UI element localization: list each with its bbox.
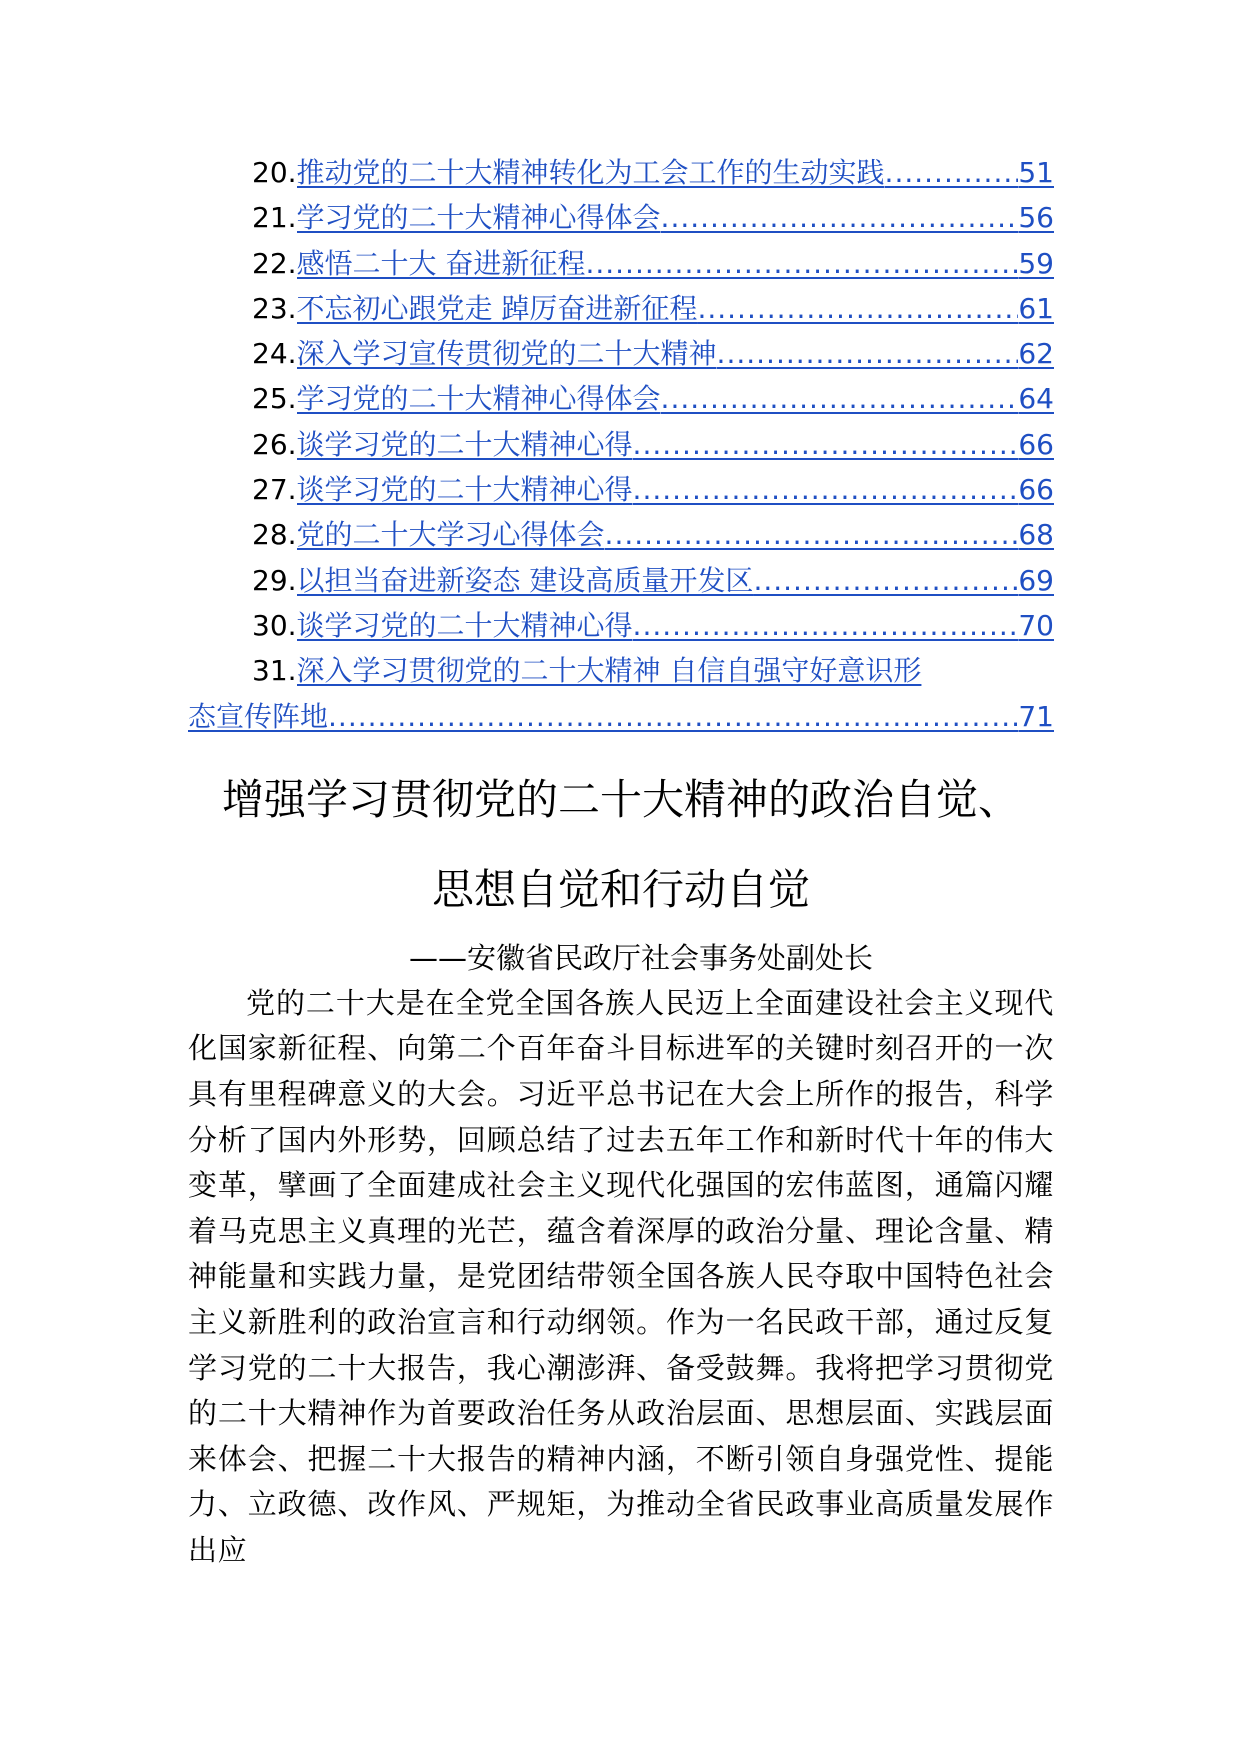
toc-item-page-number: 61	[1018, 291, 1054, 325]
toc-item	[188, 603, 1054, 648]
toc-item-title: 党的二十大学习心得体会	[296, 518, 605, 552]
toc-item	[188, 648, 1054, 739]
toc-item-link[interactable]	[297, 467, 1054, 512]
toc-item-title: 学习党的二十大精神心得体会	[296, 201, 661, 235]
toc-item	[188, 195, 1054, 240]
toc-item-link[interactable]	[297, 558, 1054, 603]
toc-item	[188, 376, 1054, 421]
toc-item-number: 23.	[252, 291, 297, 325]
toc-item-page-number: 66	[1018, 427, 1054, 461]
toc-item-title: 谈学习党的二十大精神心得	[296, 473, 633, 507]
toc-item-number: 21.	[252, 201, 297, 235]
toc-item-number: 20.	[252, 156, 297, 189]
article-byline: ——安徽省民政厅社会事务处副处长	[408, 940, 873, 975]
toc-item-link[interactable]	[297, 648, 1054, 693]
toc-item	[188, 241, 1054, 286]
toc-item-title: 学习党的二十大精神心得体会	[296, 382, 661, 416]
toc-item-line	[188, 694, 1054, 739]
toc-item-title: 谈学习党的二十大精神心得	[296, 608, 633, 642]
article-title-line1: 增强学习贯彻党的二十大精神的政治自觉、	[221, 774, 1020, 824]
toc-item-page-number: 70	[1018, 608, 1054, 642]
toc-dot-leader	[697, 286, 1018, 331]
table-of-contents	[188, 150, 1054, 739]
toc-item-number: 22.	[252, 246, 297, 280]
toc-item-page-number: 56	[1018, 201, 1054, 235]
toc-item-page-number: 66	[1018, 473, 1054, 507]
toc-item-title: 深入学习宣传贯彻党的二十大精神	[296, 337, 717, 371]
toc-dot-leader	[885, 150, 1019, 195]
toc-item-link[interactable]	[297, 195, 1054, 240]
toc-dot-leader	[585, 241, 1018, 286]
toc-item-title: 感悟二十大 奋进新征程	[296, 246, 586, 280]
toc-item-number: 29.	[252, 563, 297, 597]
toc-item-line	[188, 648, 1054, 693]
toc-item-link[interactable]	[297, 376, 1054, 421]
toc-item-title: 谈学习党的二十大精神心得	[296, 427, 633, 461]
toc-item-link[interactable]	[297, 512, 1054, 557]
toc-dot-leader	[328, 694, 1018, 739]
document-page	[188, 150, 1054, 1574]
toc-item-number: 31.	[252, 654, 297, 688]
toc-item	[188, 558, 1054, 603]
toc-item-page-number: 62	[1018, 337, 1054, 371]
toc-dot-leader	[633, 603, 1019, 648]
toc-item-page-number: 68	[1018, 518, 1054, 552]
toc-dot-leader	[633, 467, 1019, 512]
article-title	[188, 755, 1054, 935]
toc-item-page-number: 64	[1018, 382, 1054, 416]
toc-item	[188, 150, 1054, 195]
toc-item-link[interactable]	[188, 694, 1054, 739]
toc-item-title: 以担当奋进新姿态 建设高质量开发区	[296, 563, 754, 597]
toc-item-title: 深入学习贯彻党的二十大精神 自信自强守好意识形	[296, 654, 922, 688]
toc-item-number: 28.	[252, 518, 297, 552]
toc-item-number: 27.	[252, 473, 297, 507]
toc-item-title: 推动党的二十大精神转化为工会工作的生动实践	[296, 156, 885, 189]
toc-item-link[interactable]	[297, 603, 1054, 648]
toc-dot-leader	[633, 422, 1019, 467]
toc-item-page-number: 59	[1018, 246, 1054, 280]
toc-dot-leader	[605, 512, 1019, 557]
toc-item	[188, 331, 1054, 376]
toc-dot-leader	[717, 331, 1019, 376]
toc-item-number: 26.	[252, 427, 297, 461]
toc-item	[188, 422, 1054, 467]
article-paragraph: 党的二十大是在全党全国各族人民迈上全面建设社会主义现代化国家新征程、向第二个百年奋斗目标进军的关键时刻召开的一次具有里程碑意义的大会。习近平总书记在大会上所作的报告，科学分析了国内外形势，回顾总结了过去五年工作和新时代十年的伟大变革，擘画了全面建成社会主义现代化强国的宏伟蓝图，通篇闪耀着马克思主义真理的光芒，蕴含着深厚的政治分量、理论含量、精神能量和实践力量，是党团结带领全国各族人民夺取中国特色社会主义新胜利的政治宣言和行动纲领。作为一名民政干部，通过反复学习党的二十大报告，我心潮澎湃、备受鼓舞。我将把学习贯彻党的二十大精神作为首要政治任务从政治层面、思想层面、实践层面来体会、把握二十大报告的精神内涵，不断引领自身强党性、提能力、立政德、改作风、严规矩，为推动全省民政事业高质量发展作出应	[188, 985, 1054, 1567]
toc-item-page-number: 51	[1018, 156, 1054, 189]
toc-item	[188, 467, 1054, 512]
toc-item-title: 不忘初心跟党走 踔厉奋进新征程	[296, 291, 698, 325]
toc-item-link[interactable]	[297, 241, 1054, 286]
article-title-line2: 思想自觉和行动自觉	[431, 864, 810, 914]
toc-item-link[interactable]	[297, 286, 1054, 331]
toc-item-number: 25.	[252, 382, 297, 416]
toc-item-link[interactable]	[297, 150, 1054, 195]
toc-item-link[interactable]	[297, 422, 1054, 467]
toc-item	[188, 512, 1054, 557]
toc-dot-leader	[661, 376, 1019, 421]
toc-dot-leader	[661, 195, 1019, 240]
toc-dot-leader	[753, 558, 1018, 603]
toc-item-page-number: 69	[1018, 563, 1054, 597]
toc-item-number: 30.	[252, 608, 297, 642]
toc-item-page-number: 71	[1018, 699, 1054, 733]
toc-item-title: 态宣传阵地	[188, 699, 329, 733]
toc-item-number: 24.	[252, 337, 297, 371]
toc-item-link[interactable]	[297, 331, 1054, 376]
toc-item	[188, 286, 1054, 331]
